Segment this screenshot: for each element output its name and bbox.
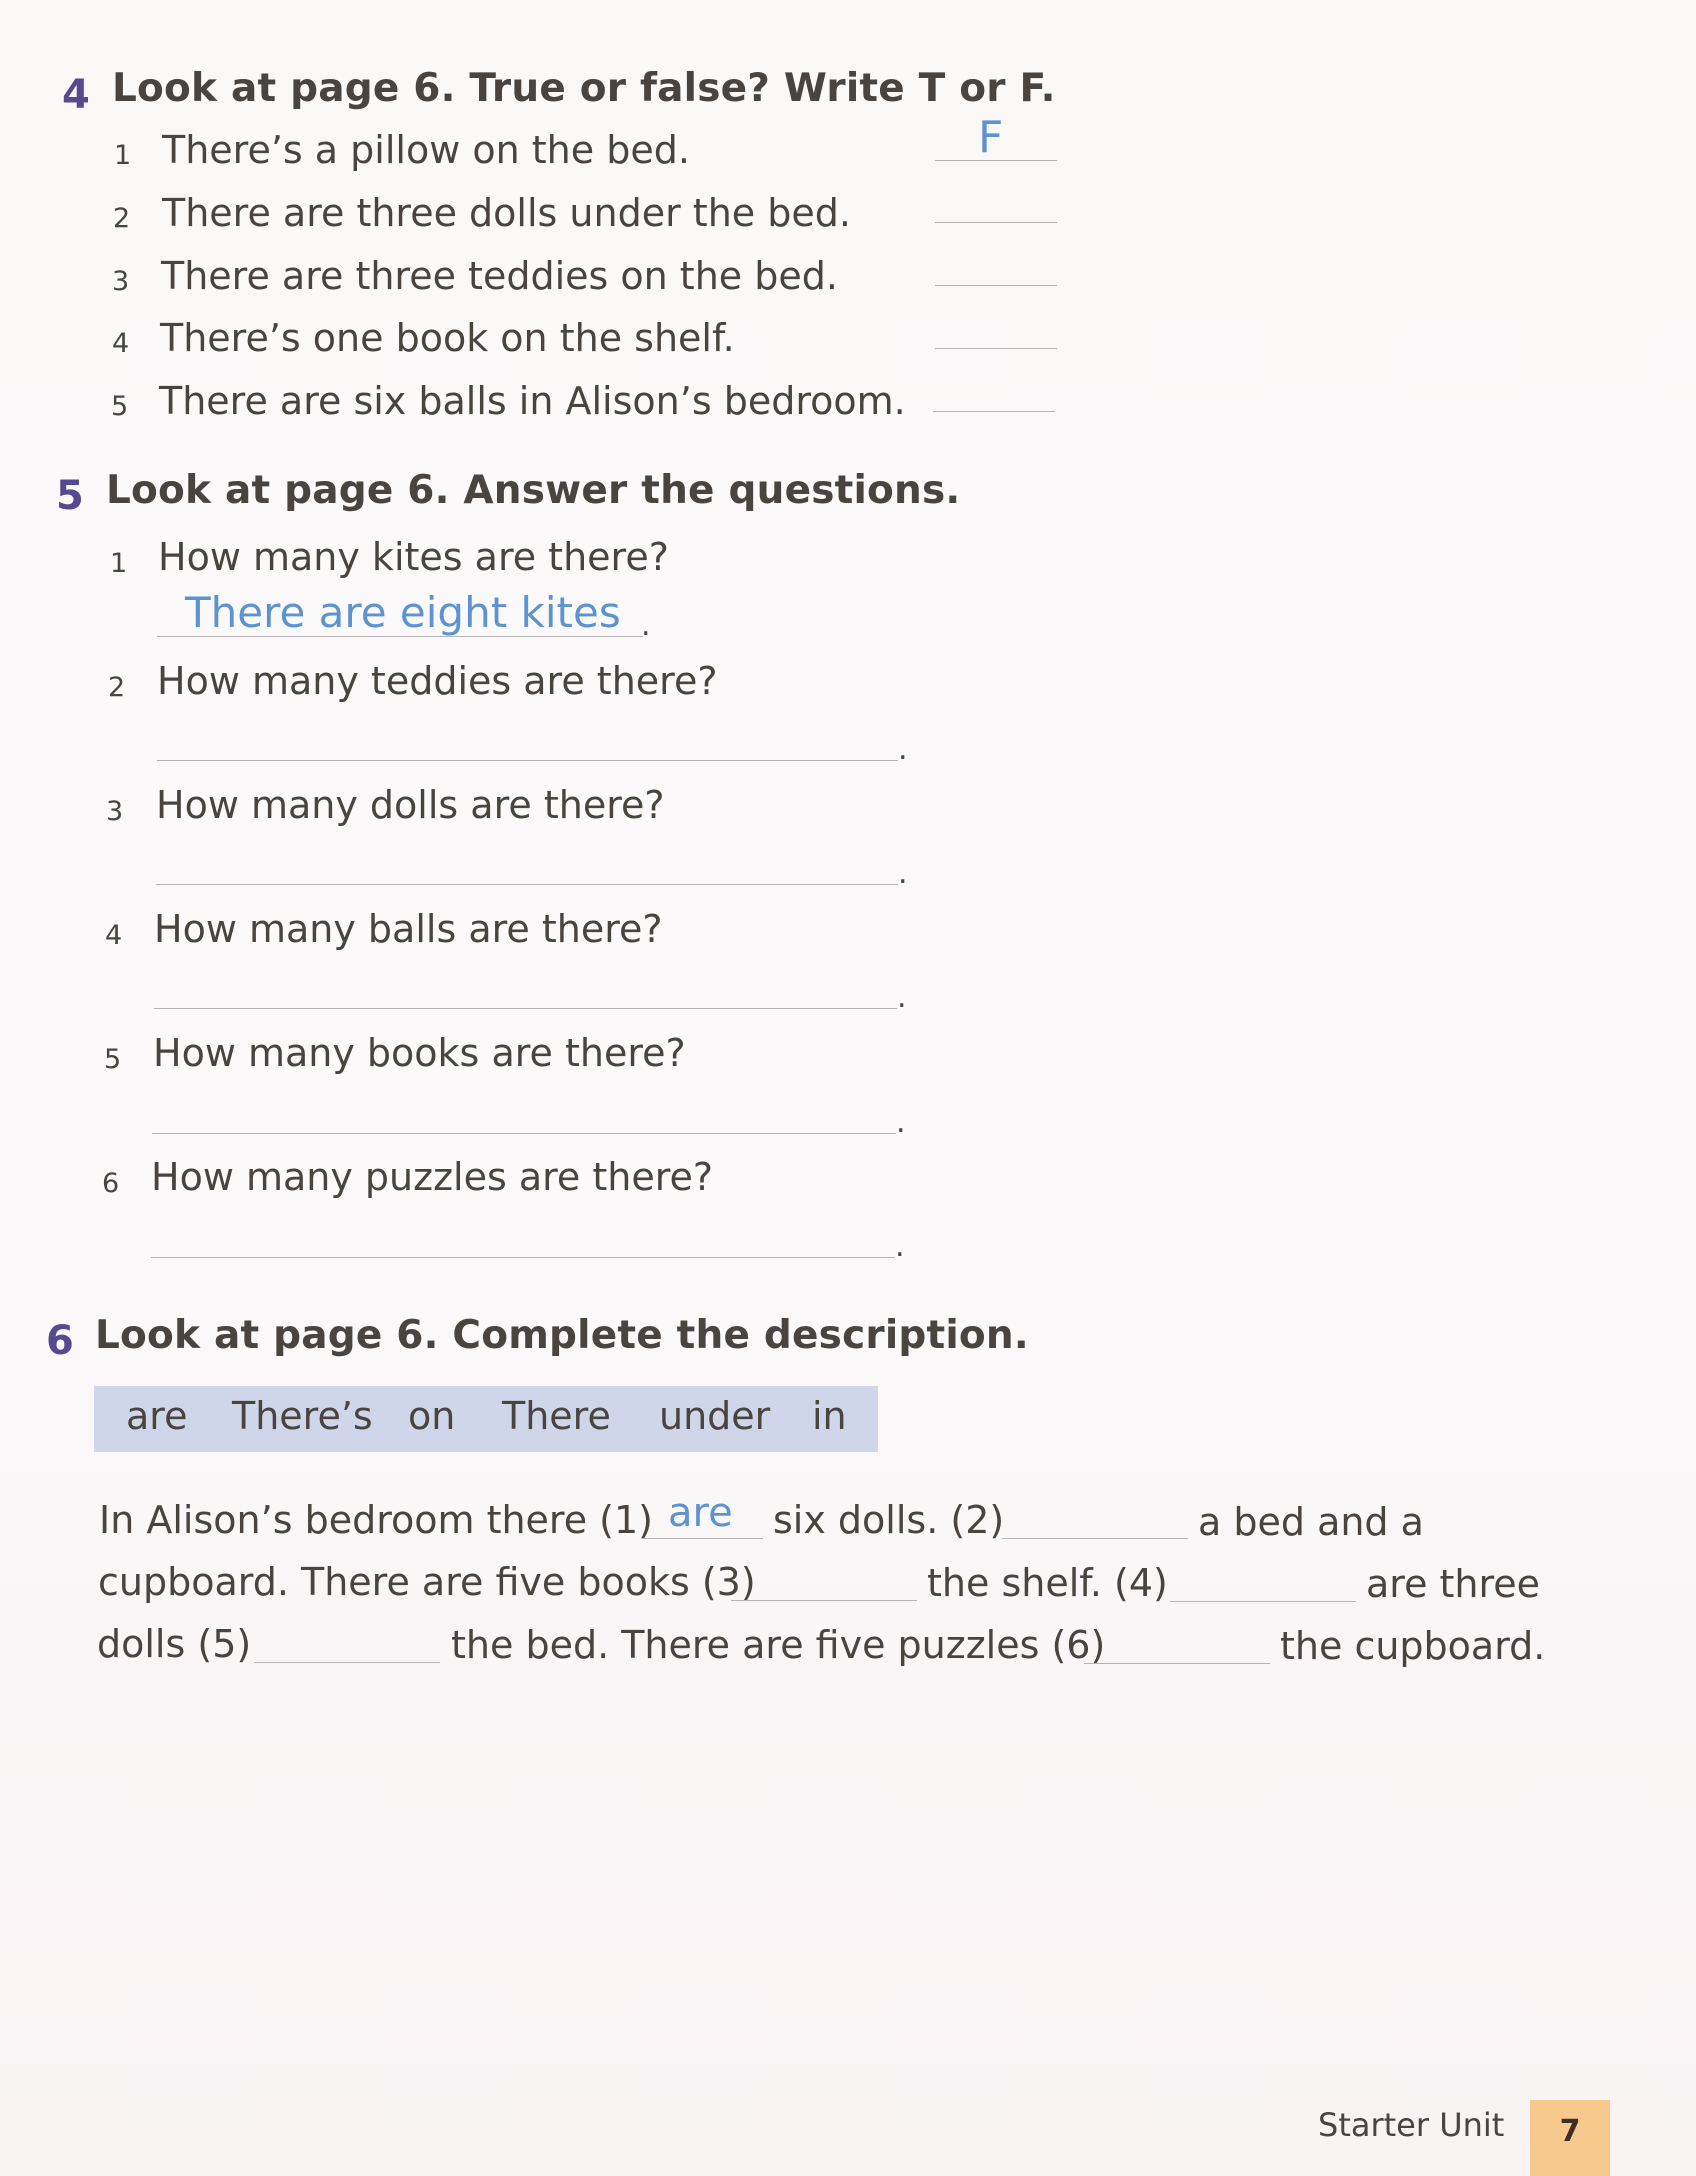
question-text: How many puzzles are there? — [151, 1155, 714, 1199]
item-number: 3 — [106, 796, 124, 827]
answer-handwritten: F — [978, 112, 1004, 163]
answer-line[interactable] — [154, 1008, 897, 1009]
word-bank-item: There’s — [232, 1394, 373, 1438]
item-number: 1 — [114, 140, 132, 171]
period: . — [896, 1105, 906, 1140]
answer-line[interactable] — [157, 636, 643, 637]
question-text: How many kites are there? — [158, 535, 669, 579]
word-bank-item: under — [659, 1394, 771, 1438]
gap-2[interactable] — [1002, 1538, 1188, 1539]
exercise-title: Look at page 6. Answer the questions. — [106, 468, 961, 513]
gap-6[interactable] — [1084, 1663, 1270, 1664]
item-number: 5 — [111, 391, 129, 422]
paragraph-text: six dolls. (2) — [773, 1498, 1005, 1542]
period: . — [897, 980, 907, 1015]
question-text: How many dolls are there? — [156, 783, 665, 827]
answer-handwritten: are — [668, 1490, 733, 1536]
paragraph-text: the shelf. (4) — [927, 1561, 1168, 1605]
word-bank-item: on — [408, 1394, 456, 1438]
question-text: How many books are there? — [153, 1031, 686, 1075]
answer-line[interactable] — [152, 1133, 896, 1134]
paragraph-text: are three — [1366, 1562, 1541, 1606]
question-text: How many teddies are there? — [157, 659, 718, 703]
gap-4[interactable] — [1170, 1601, 1356, 1602]
answer-blank[interactable] — [935, 348, 1057, 349]
item-number: 4 — [112, 328, 130, 359]
unit-label: Starter Unit — [1318, 2106, 1505, 2144]
item-text: There’s one book on the shelf. — [160, 316, 735, 360]
exercise-title: Look at page 6. Complete the description. — [95, 1313, 1029, 1358]
exercise-number: 5 — [56, 473, 84, 519]
word-bank — [94, 1386, 878, 1452]
item-number: 6 — [102, 1168, 120, 1199]
period: . — [641, 608, 651, 643]
word-bank-item: in — [812, 1394, 847, 1438]
question-text: How many balls are there? — [154, 907, 663, 951]
period: . — [898, 732, 908, 767]
paragraph-text: dolls (5) — [97, 1622, 252, 1666]
answer-blank[interactable] — [935, 222, 1057, 223]
exercise-number: 4 — [62, 72, 90, 118]
item-text: There are three dolls under the bed. — [162, 191, 851, 235]
page-number-tab — [1530, 2100, 1610, 2176]
item-text: There are three teddies on the bed. — [161, 254, 838, 298]
answer-blank[interactable] — [935, 160, 1057, 161]
answer-blank[interactable] — [935, 285, 1057, 286]
word-bank-item: There — [502, 1394, 611, 1438]
paragraph-text: cupboard. There are five books (3) — [98, 1560, 756, 1604]
paragraph-text: a bed and a — [1198, 1500, 1424, 1544]
answer-handwritten: There are eight kites — [185, 588, 621, 637]
item-text: There are six balls in Alison’s bedroom. — [159, 379, 906, 423]
answer-line[interactable] — [157, 760, 898, 761]
answer-line[interactable] — [156, 884, 898, 885]
item-number: 3 — [112, 266, 130, 297]
item-number: 1 — [110, 548, 128, 579]
gap-5[interactable] — [254, 1662, 440, 1663]
paragraph-text: In Alison’s bedroom there (1) — [99, 1498, 654, 1542]
period: . — [895, 1229, 905, 1264]
gap-1[interactable] — [643, 1538, 763, 1539]
period: . — [898, 856, 908, 891]
item-number: 4 — [105, 920, 123, 951]
exercise-number: 6 — [46, 1318, 74, 1364]
paragraph-text: the cupboard. — [1280, 1624, 1546, 1668]
word-bank-item: are — [126, 1394, 188, 1438]
item-text: There’s a pillow on the bed. — [162, 128, 690, 172]
item-number: 2 — [108, 672, 126, 703]
answer-blank[interactable] — [933, 411, 1055, 412]
exercise-title: Look at page 6. True or false? Write T or F. — [112, 66, 1056, 111]
paragraph-text: the bed. There are five puzzles (6) — [451, 1623, 1106, 1667]
page-number: 7 — [1559, 2114, 1581, 2149]
gap-3[interactable] — [731, 1600, 917, 1601]
answer-line[interactable] — [151, 1257, 895, 1258]
item-number: 5 — [104, 1044, 122, 1075]
item-number: 2 — [113, 203, 131, 234]
